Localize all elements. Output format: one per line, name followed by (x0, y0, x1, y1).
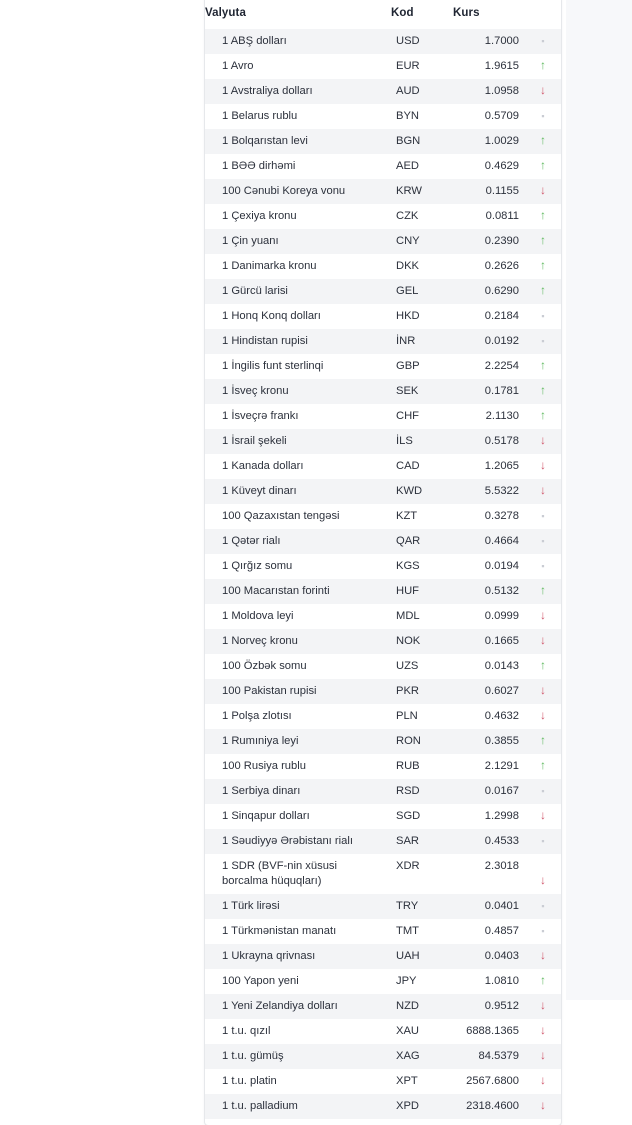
cell-trend (531, 994, 561, 1019)
cell-rate-value: 0.2390 (453, 229, 531, 254)
table-row[interactable] (205, 829, 561, 854)
cell-currency-code: SGD (396, 810, 421, 822)
cell-rate-value: 0.2184 (484, 310, 519, 322)
table-row[interactable] (205, 354, 561, 379)
cell-rate-value: 2318.4600 (453, 1094, 531, 1119)
table-row[interactable] (205, 154, 561, 179)
cell-rate-value: 0.0999 (484, 610, 519, 622)
table-row[interactable] (205, 1069, 561, 1094)
trend-down-arrow-icon: ↓ (540, 433, 546, 447)
cell-trend (531, 1069, 561, 1094)
cell-currency-code: XPD (391, 1094, 453, 1119)
trend-down-arrow-icon: ↓ (540, 873, 546, 887)
table-row[interactable] (205, 704, 561, 729)
cell-currency-name: 1 Türk lirəsi (205, 894, 391, 919)
cell-trend (531, 279, 561, 304)
cell-currency-code: AED (396, 160, 420, 172)
cell-currency-name: 1 t.u. platin (222, 1075, 277, 1087)
cell-currency-name: 1 Çin yuanı (205, 229, 391, 254)
table-row[interactable] (205, 129, 561, 154)
cell-currency-code: UZS (396, 660, 419, 672)
cell-currency-code: XAG (391, 1044, 453, 1069)
cell-rate-value: 0.0143 (484, 660, 519, 672)
cell-currency-code: HUF (391, 579, 453, 604)
trend-down-arrow-icon: ↓ (540, 183, 546, 197)
trend-up-arrow-icon: ↑ (540, 58, 546, 72)
cell-rate-value: 0.5178 (453, 429, 531, 454)
cell-currency-name: 100 Özbək somu (222, 660, 307, 672)
cell-trend (531, 404, 561, 429)
cell-rate-value: 0.0403 (453, 944, 531, 969)
trend-flat-dot-icon: ▪ (541, 836, 545, 846)
cell-trend (531, 454, 561, 479)
cell-currency-name: 1 Qətər rialı (205, 529, 391, 554)
trend-down-arrow-icon: ↓ (540, 1073, 546, 1087)
trend-up-arrow-icon: ↑ (540, 358, 546, 372)
cell-rate-value: 0.0811 (485, 210, 519, 222)
cell-trend (531, 354, 561, 379)
cell-currency-code: GEL (391, 279, 453, 304)
cell-trend (531, 329, 561, 354)
trend-flat-dot-icon: ▪ (541, 926, 545, 936)
table-row[interactable] (205, 1019, 561, 1044)
table-row[interactable] (205, 229, 561, 254)
trend-down-arrow-icon: ↓ (540, 633, 546, 647)
cell-currency-code: CHF (396, 410, 419, 422)
cell-currency-name: 1 Moldova leyi (222, 610, 294, 622)
cell-currency-name: 1 Ukrayna qrivnası (205, 944, 391, 969)
cell-rate-value: 0.4629 (484, 160, 519, 172)
cell-rate-value: 1.7000 (453, 29, 531, 54)
cell-currency-name: 1 İsrail şekeli (205, 429, 391, 454)
cell-trend (531, 154, 561, 179)
trend-up-arrow-icon: ↑ (540, 233, 546, 247)
cell-currency-code: TMT (396, 925, 419, 937)
trend-up-arrow-icon: ↑ (540, 733, 546, 747)
cell-trend (531, 104, 561, 129)
trend-flat-dot-icon: ▪ (541, 36, 545, 46)
cell-rate-value: 1.0810 (484, 975, 519, 987)
cell-currency-name: 1 İsveçrə frankı (222, 410, 299, 422)
cell-currency-name: 100 Qazaxıstan tengəsi (222, 510, 340, 522)
table-body (205, 29, 561, 1119)
cell-rate-value: 0.5709 (484, 110, 519, 122)
cell-currency-code: KGS (396, 560, 420, 572)
cell-trend (531, 894, 561, 919)
cell-currency-code: İLS (391, 429, 453, 454)
cell-currency-name: 1 Rumıniya leyi (205, 729, 391, 754)
cell-trend (531, 54, 561, 79)
table-row[interactable] (205, 604, 561, 629)
table-row[interactable] (205, 894, 561, 919)
cell-rate-value: 0.6290 (453, 279, 531, 304)
table-row[interactable] (205, 729, 561, 754)
cell-currency-code: SAR (391, 829, 453, 854)
cell-currency-name: 1 ABŞ dolları (205, 29, 391, 54)
table-row[interactable] (205, 204, 561, 229)
cell-currency-name: 1 SDR (BVF-nin xüsusi borcalma hüquqları) (222, 860, 338, 887)
cell-currency-name: 1 Səudiyyə Ərəbistanı rialı (205, 829, 391, 854)
cell-currency-code: PKR (391, 679, 453, 704)
cell-rate-value: 0.3855 (453, 729, 531, 754)
cell-trend (531, 919, 561, 944)
cell-currency-name: 1 Sinqapur dolları (222, 810, 310, 822)
cell-rate-value: 0.6027 (453, 679, 531, 704)
table-row[interactable] (205, 779, 561, 804)
cell-currency-code: NZD (391, 994, 453, 1019)
cell-rate-value: 1.9615 (484, 60, 519, 72)
trend-down-arrow-icon: ↓ (540, 608, 546, 622)
cell-currency-code: KRW (391, 179, 453, 204)
cell-rate-value: 84.5379 (453, 1044, 531, 1069)
cell-trend (531, 554, 561, 579)
page-right-background (566, 0, 632, 1000)
cell-trend (531, 179, 561, 204)
cell-trend (531, 254, 561, 279)
cell-rate-value: 2.1291 (484, 760, 519, 772)
trend-flat-dot-icon: ▪ (541, 336, 545, 346)
table-row[interactable] (205, 454, 561, 479)
cell-currency-name: 1 Honq Konq dolları (222, 310, 321, 322)
table-row[interactable] (205, 579, 561, 604)
cell-trend (531, 229, 561, 254)
currency-rates-table (205, 0, 561, 1119)
cell-currency-code: PLN (396, 710, 418, 722)
cell-currency-code: GBP (396, 360, 420, 372)
cell-trend (531, 969, 561, 994)
cell-trend (531, 79, 561, 104)
table-row[interactable] (205, 944, 561, 969)
cell-currency-name: 1 Türkmənistan manatı (222, 925, 337, 937)
cell-currency-name: 1 Hindistan rupisi (205, 329, 391, 354)
trend-flat-dot-icon: ▪ (541, 111, 545, 121)
cell-trend (531, 1094, 561, 1119)
cell-rate-value: 1.2998 (484, 810, 519, 822)
cell-currency-code: MDL (396, 610, 420, 622)
cell-trend (531, 529, 561, 554)
cell-currency-name: 1 Polşa zlotısı (222, 710, 292, 722)
table-header (205, 0, 561, 29)
cell-rate-value: 2.1130 (485, 410, 519, 422)
cell-rate-value: 0.1155 (453, 179, 531, 204)
page-left-background (0, 0, 205, 1000)
table-row[interactable] (205, 379, 561, 404)
cell-trend (531, 754, 561, 779)
trend-flat-dot-icon: ▪ (541, 536, 545, 546)
cell-rate-value: 0.2626 (484, 260, 519, 272)
cell-trend (531, 779, 561, 804)
cell-currency-code: SEK (391, 379, 453, 404)
table-row[interactable] (205, 919, 561, 944)
trend-up-arrow-icon: ↑ (540, 133, 546, 147)
cell-trend (531, 204, 561, 229)
cell-trend (531, 804, 561, 829)
cell-trend (531, 29, 561, 54)
cell-rate-value: 1.0029 (453, 129, 531, 154)
cell-currency-name: 1 Norveç kronu (205, 629, 391, 654)
cell-rate-value: 6888.1365 (466, 1025, 519, 1037)
cell-currency-name: 1 Danimarka kronu (222, 260, 317, 272)
cell-rate-value: 0.4857 (484, 925, 519, 937)
cell-currency-code: AUD (391, 79, 453, 104)
cell-currency-name: 1 Küveyt dinarı (205, 479, 391, 504)
cell-currency-code: CZK (396, 210, 419, 222)
cell-rate-value: 0.4533 (453, 829, 531, 854)
trend-up-arrow-icon: ↑ (540, 208, 546, 222)
cell-currency-name: 1 Yeni Zelandiya dolları (205, 994, 391, 1019)
cell-trend (531, 504, 561, 529)
cell-currency-name: 1 Gürcü larisi (205, 279, 391, 304)
trend-up-arrow-icon: ↑ (540, 383, 546, 397)
table-row[interactable] (205, 54, 561, 79)
trend-flat-dot-icon: ▪ (541, 561, 545, 571)
table-row[interactable] (205, 679, 561, 704)
cell-currency-name: 1 Qırğız somu (222, 560, 293, 572)
column-header-trend (531, 0, 561, 29)
trend-down-arrow-icon: ↓ (540, 1023, 546, 1037)
cell-currency-code: BYN (396, 110, 420, 122)
table-row[interactable] (205, 79, 561, 104)
trend-down-arrow-icon: ↓ (540, 458, 546, 472)
table-row[interactable] (205, 629, 561, 654)
trend-down-arrow-icon: ↓ (540, 683, 546, 697)
trend-flat-dot-icon: ▪ (541, 311, 545, 321)
table-row[interactable] (205, 329, 561, 354)
cell-currency-code: NOK (391, 629, 453, 654)
cell-rate-value: 0.0167 (453, 779, 531, 804)
cell-rate-value: 0.1781 (453, 379, 531, 404)
table-row[interactable] (205, 179, 561, 204)
table-row[interactable] (205, 529, 561, 554)
cell-trend (531, 704, 561, 729)
table-row[interactable] (205, 504, 561, 529)
cell-trend (531, 1019, 561, 1044)
cell-rate-value: 0.0192 (453, 329, 531, 354)
cell-currency-code: EUR (396, 60, 420, 72)
trend-flat-dot-icon: ▪ (541, 786, 545, 796)
table-row[interactable] (205, 1094, 561, 1119)
cell-rate-value: 0.4664 (453, 529, 531, 554)
cell-currency-code: XAU (396, 1025, 420, 1037)
cell-rate-value: 0.4632 (484, 710, 519, 722)
cell-currency-name: 1 Kanada dolları (222, 460, 304, 472)
cell-currency-code: RUB (396, 760, 420, 772)
cell-trend (531, 579, 561, 604)
trend-flat-dot-icon: ▪ (541, 511, 545, 521)
cell-trend (531, 829, 561, 854)
cell-currency-name: 1 İngilis funt sterlinqi (222, 360, 324, 372)
table-row[interactable] (205, 104, 561, 129)
cell-rate-value: 2567.6800 (466, 1075, 519, 1087)
trend-down-arrow-icon: ↓ (540, 83, 546, 97)
cell-currency-code: RON (391, 729, 453, 754)
cell-currency-code: TRY (391, 894, 453, 919)
trend-up-arrow-icon: ↑ (540, 158, 546, 172)
table-row[interactable] (205, 1044, 561, 1069)
cell-currency-name: 1 Çexiya kronu (222, 210, 297, 222)
table-row[interactable] (205, 654, 561, 679)
table-row[interactable] (205, 554, 561, 579)
cell-trend (531, 729, 561, 754)
cell-trend (531, 944, 561, 969)
table-row[interactable] (205, 29, 561, 54)
cell-currency-name: 1 Serbiya dinarı (205, 779, 391, 804)
cell-rate-value: 0.1665 (453, 629, 531, 654)
trend-flat-dot-icon: ▪ (541, 901, 545, 911)
cell-currency-name: 1 Avro (222, 60, 254, 72)
cell-currency-code: DKK (396, 260, 420, 272)
trend-down-arrow-icon: ↓ (540, 1098, 546, 1112)
cell-currency-name: 1 t.u. palladium (205, 1094, 391, 1119)
cell-rate-value: 0.9512 (453, 994, 531, 1019)
cell-rate-value: 2.3018 (484, 860, 519, 872)
cell-currency-code: XPT (396, 1075, 418, 1087)
cell-currency-code: QAR (391, 529, 453, 554)
cell-trend (531, 629, 561, 654)
cell-currency-code: KWD (391, 479, 453, 504)
cell-currency-code: JPY (396, 975, 417, 987)
cell-rate-value: 0.3278 (484, 510, 519, 522)
cell-currency-name: 1 Belarus rublu (222, 110, 298, 122)
cell-rate-value: 0.0194 (484, 560, 519, 572)
cell-currency-name: 1 t.u. qızıl (222, 1025, 271, 1037)
trend-down-arrow-icon: ↓ (540, 948, 546, 962)
table-row[interactable] (205, 279, 561, 304)
cell-rate-value: 0.5132 (453, 579, 531, 604)
trend-down-arrow-icon: ↓ (540, 998, 546, 1012)
trend-up-arrow-icon: ↑ (540, 973, 546, 987)
cell-rate-value: 1.2065 (484, 460, 519, 472)
cell-currency-code: USD (391, 29, 453, 54)
cell-trend (531, 479, 561, 504)
cell-trend (531, 1044, 561, 1069)
cell-currency-name: 100 Macarıstan forinti (205, 579, 391, 604)
cell-currency-name: 1 Avstraliya dolları (205, 79, 391, 104)
cell-trend (531, 429, 561, 454)
table-row[interactable] (205, 304, 561, 329)
cell-rate-value: 0.0401 (453, 894, 531, 919)
trend-up-arrow-icon: ↑ (540, 408, 546, 422)
table-row[interactable] (205, 754, 561, 779)
cell-currency-name: 1 İsveç kronu (205, 379, 391, 404)
cell-currency-code: İNR (391, 329, 453, 354)
cell-currency-code: UAH (391, 944, 453, 969)
trend-up-arrow-icon: ↑ (540, 658, 546, 672)
cell-trend (531, 304, 561, 329)
cell-trend (531, 654, 561, 679)
cell-currency-code: HKD (396, 310, 420, 322)
table-row[interactable] (205, 254, 561, 279)
trend-down-arrow-icon: ↓ (540, 1048, 546, 1062)
cell-currency-name: 100 Rusiya rublu (222, 760, 306, 772)
trend-up-arrow-icon: ↑ (540, 258, 546, 272)
cell-currency-code: KZT (396, 510, 418, 522)
cell-trend (531, 129, 561, 154)
table-row[interactable] (205, 804, 561, 829)
cell-trend (531, 679, 561, 704)
table-row[interactable] (205, 994, 561, 1019)
cell-currency-name: 1 Bolqarıstan levi (205, 129, 391, 154)
table-row[interactable] (205, 969, 561, 994)
trend-up-arrow-icon: ↑ (540, 583, 546, 597)
cell-currency-code: XDR (396, 860, 420, 872)
column-header-currency[interactable]: Valyuta (205, 0, 391, 29)
trend-down-arrow-icon: ↓ (540, 708, 546, 722)
cell-currency-name: 100 Pakistan rupisi (205, 679, 391, 704)
table-header-row (205, 0, 561, 29)
trend-up-arrow-icon: ↑ (540, 283, 546, 297)
cell-rate-value: 5.5322 (453, 479, 531, 504)
cell-rate-value: 2.2254 (484, 360, 519, 372)
cell-currency-code: BGN (391, 129, 453, 154)
column-header-rate[interactable]: Kurs (453, 0, 531, 29)
currency-rates-card (205, 0, 561, 1125)
column-header-code[interactable]: Kod (391, 0, 453, 29)
cell-currency-code: CAD (396, 460, 420, 472)
trend-up-arrow-icon: ↑ (540, 758, 546, 772)
trend-down-arrow-icon: ↓ (540, 483, 546, 497)
cell-currency-name: 1 BƏƏ dirhəmi (222, 160, 296, 172)
trend-down-arrow-icon: ↓ (540, 808, 546, 822)
table-row[interactable] (205, 854, 561, 894)
cell-trend (531, 379, 561, 404)
cell-currency-name: 100 Cənubi Koreya vonu (205, 179, 391, 204)
cell-currency-code: RSD (391, 779, 453, 804)
cell-rate-value: 1.0958 (453, 79, 531, 104)
cell-currency-code: CNY (391, 229, 453, 254)
cell-trend (531, 854, 561, 894)
table-row[interactable] (205, 479, 561, 504)
cell-currency-name: 100 Yapon yeni (222, 975, 299, 987)
cell-currency-name: 1 t.u. gümüş (205, 1044, 391, 1069)
table-row[interactable] (205, 404, 561, 429)
cell-trend (531, 604, 561, 629)
table-row[interactable] (205, 429, 561, 454)
